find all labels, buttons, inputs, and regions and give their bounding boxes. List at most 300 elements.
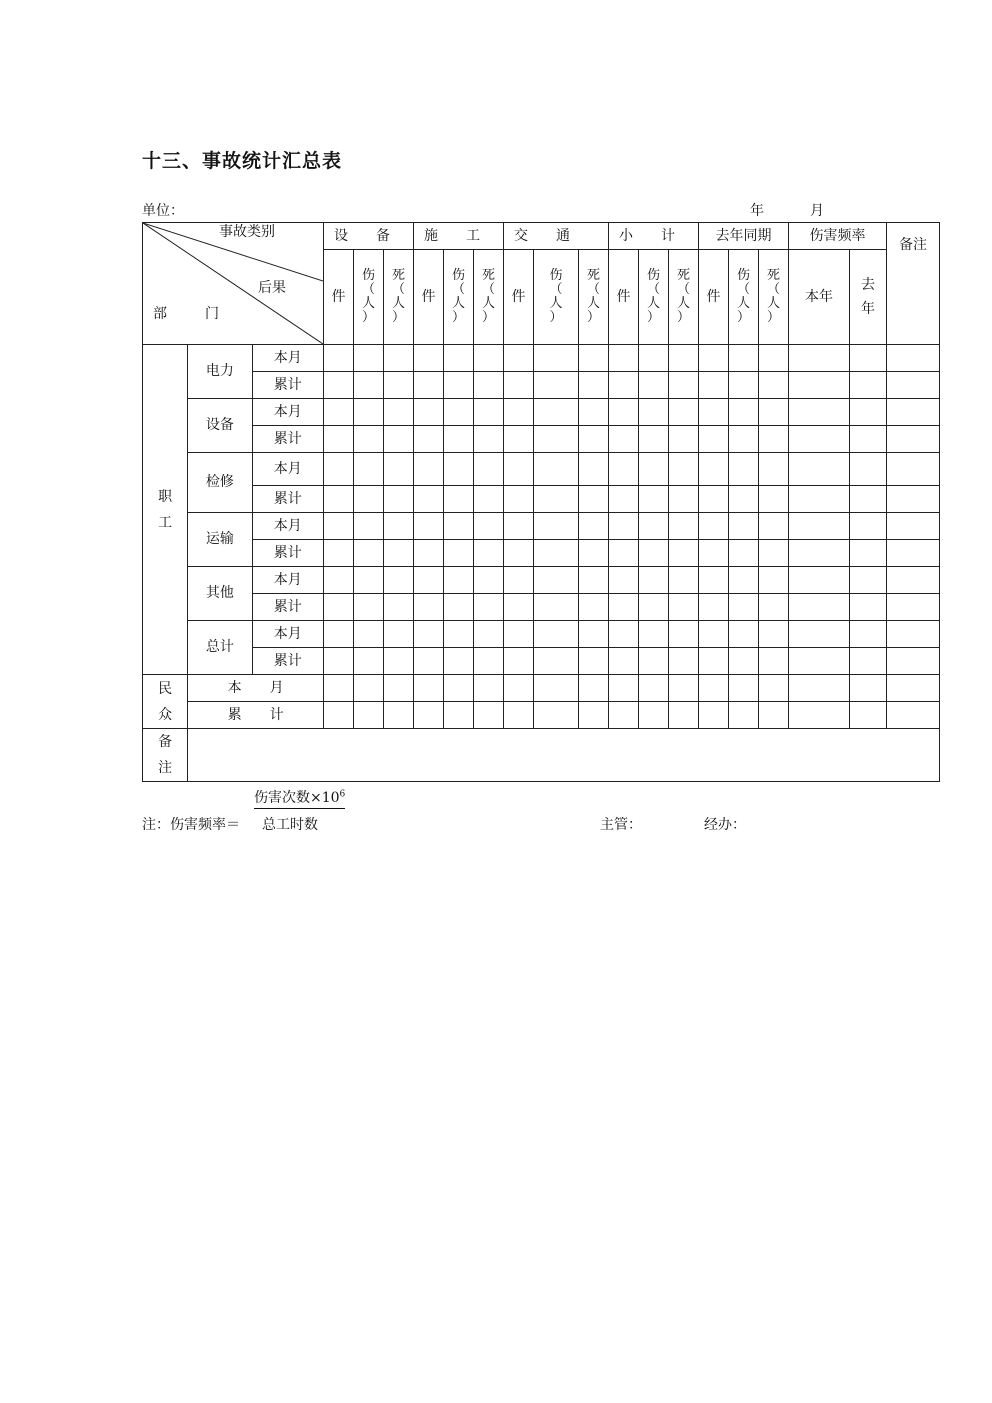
data-cell xyxy=(354,513,384,540)
handler-label: 经办： xyxy=(704,817,746,833)
data-cell xyxy=(354,621,384,648)
data-cell xyxy=(414,372,444,399)
data-cell xyxy=(534,621,579,648)
data-cell xyxy=(699,594,729,621)
data-cell xyxy=(609,540,639,567)
data-cell xyxy=(669,567,699,594)
data-cell xyxy=(444,399,474,426)
data-cell xyxy=(474,648,504,675)
data-cell xyxy=(850,513,887,540)
data-cell xyxy=(444,453,474,486)
data-cell xyxy=(354,345,384,372)
data-cell xyxy=(887,513,940,540)
data-cell xyxy=(579,486,609,513)
data-cell xyxy=(324,621,354,648)
data-cell xyxy=(789,372,850,399)
data-cell xyxy=(729,702,759,729)
period-label: 本月 xyxy=(252,513,323,540)
data-cell xyxy=(444,426,474,453)
data-cell xyxy=(669,621,699,648)
group-construction: 施 工 xyxy=(414,223,504,250)
data-cell xyxy=(639,345,669,372)
remark-row-label: 备 注 xyxy=(143,729,188,782)
data-cell xyxy=(759,594,789,621)
data-cell xyxy=(324,513,354,540)
data-cell xyxy=(414,453,444,486)
period-label: 本月 xyxy=(252,567,323,594)
data-cell xyxy=(729,486,759,513)
data-cell xyxy=(789,453,850,486)
data-cell xyxy=(504,513,534,540)
data-cell xyxy=(474,345,504,372)
accident-summary-table xyxy=(142,222,940,782)
group-last-year: 去年同期 xyxy=(699,223,789,250)
data-cell xyxy=(474,675,504,702)
data-cell xyxy=(534,486,579,513)
civilian-period-label: 本 月 xyxy=(188,675,324,702)
data-cell xyxy=(699,567,729,594)
data-cell xyxy=(850,345,887,372)
data-cell xyxy=(609,621,639,648)
data-cell xyxy=(504,621,534,648)
data-cell xyxy=(414,513,444,540)
data-cell xyxy=(534,540,579,567)
subhead-count: 件 xyxy=(324,250,354,345)
data-cell xyxy=(504,540,534,567)
data-cell xyxy=(534,372,579,399)
data-cell xyxy=(759,675,789,702)
data-cell xyxy=(850,486,887,513)
data-cell xyxy=(534,345,579,372)
data-cell xyxy=(729,594,759,621)
data-cell xyxy=(504,567,534,594)
data-cell xyxy=(444,648,474,675)
data-cell xyxy=(850,426,887,453)
data-cell xyxy=(534,453,579,486)
data-cell xyxy=(729,345,759,372)
data-cell xyxy=(699,486,729,513)
data-cell xyxy=(444,513,474,540)
data-cell xyxy=(609,345,639,372)
data-cell xyxy=(789,345,850,372)
data-cell xyxy=(324,345,354,372)
page-title: 十三、事故统计汇总表 xyxy=(142,150,343,172)
data-cell xyxy=(789,648,850,675)
data-cell xyxy=(669,675,699,702)
data-cell xyxy=(850,675,887,702)
data-cell xyxy=(474,567,504,594)
data-cell xyxy=(669,513,699,540)
data-cell xyxy=(354,567,384,594)
data-cell xyxy=(850,648,887,675)
data-cell xyxy=(729,621,759,648)
data-cell xyxy=(414,675,444,702)
data-cell xyxy=(729,540,759,567)
data-cell xyxy=(699,702,729,729)
data-cell xyxy=(887,594,940,621)
data-cell xyxy=(384,675,414,702)
subhead-injured: 伤 （ 人 ） xyxy=(354,250,384,345)
data-cell xyxy=(789,594,850,621)
data-cell xyxy=(850,594,887,621)
data-cell xyxy=(534,399,579,426)
period-label: 本月 xyxy=(252,621,323,648)
data-cell xyxy=(759,486,789,513)
remark-header: 备注 xyxy=(887,223,940,345)
data-cell xyxy=(789,399,850,426)
data-cell xyxy=(534,594,579,621)
subhead-count: 件 xyxy=(699,250,729,345)
data-cell xyxy=(579,345,609,372)
data-cell xyxy=(384,426,414,453)
data-cell xyxy=(669,345,699,372)
data-cell xyxy=(789,513,850,540)
data-cell xyxy=(579,513,609,540)
subhead-injured: 伤 （ 人 ） xyxy=(639,250,669,345)
data-cell xyxy=(444,675,474,702)
group-equipment: 设 备 xyxy=(324,223,414,250)
data-cell xyxy=(609,426,639,453)
data-cell xyxy=(444,540,474,567)
data-cell xyxy=(669,426,699,453)
data-cell xyxy=(759,648,789,675)
data-cell xyxy=(504,486,534,513)
data-cell xyxy=(324,453,354,486)
data-cell xyxy=(729,648,759,675)
data-cell xyxy=(639,426,669,453)
dept-name: 检修 xyxy=(188,453,252,513)
data-cell xyxy=(474,426,504,453)
data-cell xyxy=(850,453,887,486)
dept-name: 总计 xyxy=(188,621,252,675)
data-cell xyxy=(354,648,384,675)
subhead-count: 件 xyxy=(414,250,444,345)
data-cell xyxy=(887,675,940,702)
data-cell xyxy=(609,675,639,702)
data-cell xyxy=(324,648,354,675)
data-cell xyxy=(699,426,729,453)
data-cell xyxy=(699,621,729,648)
data-cell xyxy=(850,567,887,594)
data-cell xyxy=(474,540,504,567)
period-label: 累计 xyxy=(252,372,323,399)
data-cell xyxy=(414,567,444,594)
data-cell xyxy=(759,453,789,486)
dept-name: 其他 xyxy=(188,567,252,621)
month-label: 月 xyxy=(810,203,824,219)
data-cell xyxy=(579,540,609,567)
data-cell xyxy=(324,594,354,621)
data-cell xyxy=(474,513,504,540)
unit-label: 单位： xyxy=(142,203,184,219)
data-cell xyxy=(759,513,789,540)
formula-denominator: 总工时数 xyxy=(262,817,318,833)
data-cell xyxy=(759,621,789,648)
data-cell xyxy=(444,621,474,648)
data-cell xyxy=(887,453,940,486)
subhead-dead: 死 （ 人 ） xyxy=(384,250,414,345)
data-cell xyxy=(324,426,354,453)
data-cell xyxy=(354,540,384,567)
data-cell xyxy=(887,621,940,648)
diag-category-label: 事故类别 xyxy=(219,224,275,240)
data-cell xyxy=(729,453,759,486)
data-cell xyxy=(609,399,639,426)
data-cell xyxy=(444,702,474,729)
data-cell xyxy=(729,426,759,453)
data-cell xyxy=(729,567,759,594)
data-cell xyxy=(850,399,887,426)
data-cell xyxy=(887,372,940,399)
data-cell xyxy=(504,594,534,621)
data-cell xyxy=(504,648,534,675)
period-label: 本月 xyxy=(252,453,323,486)
civilian-period-label: 累 计 xyxy=(188,702,324,729)
data-cell xyxy=(474,594,504,621)
data-cell xyxy=(414,648,444,675)
data-cell xyxy=(324,567,354,594)
dept-name: 电力 xyxy=(188,345,252,399)
data-cell xyxy=(887,648,940,675)
data-cell xyxy=(850,702,887,729)
data-cell xyxy=(669,372,699,399)
data-cell xyxy=(534,675,579,702)
data-cell xyxy=(444,486,474,513)
data-cell xyxy=(609,486,639,513)
data-cell xyxy=(324,486,354,513)
data-cell xyxy=(384,702,414,729)
data-cell xyxy=(579,453,609,486)
data-cell xyxy=(639,540,669,567)
data-cell xyxy=(579,621,609,648)
data-cell xyxy=(414,426,444,453)
data-cell xyxy=(699,453,729,486)
data-cell xyxy=(414,486,444,513)
data-cell xyxy=(579,567,609,594)
supervisor-label: 主管： xyxy=(600,817,642,833)
data-cell xyxy=(444,567,474,594)
data-cell xyxy=(789,540,850,567)
data-cell xyxy=(414,702,444,729)
data-cell xyxy=(414,621,444,648)
data-cell xyxy=(729,675,759,702)
data-cell xyxy=(699,513,729,540)
data-cell xyxy=(504,399,534,426)
subhead-dead: 死 （ 人 ） xyxy=(669,250,699,345)
subhead-injured: 伤 （ 人 ） xyxy=(534,250,579,345)
data-cell xyxy=(579,675,609,702)
data-cell xyxy=(639,453,669,486)
data-cell xyxy=(474,372,504,399)
formula-numerator: 伤害次数$\times 10^6$ xyxy=(254,787,345,809)
data-cell xyxy=(639,621,669,648)
period-label: 累计 xyxy=(252,648,323,675)
data-cell xyxy=(444,345,474,372)
data-cell xyxy=(789,486,850,513)
data-cell xyxy=(474,621,504,648)
subhead-count: 件 xyxy=(504,250,534,345)
data-cell xyxy=(324,372,354,399)
data-cell xyxy=(639,567,669,594)
year-label: 年 xyxy=(750,203,764,219)
data-cell xyxy=(669,453,699,486)
data-cell xyxy=(669,399,699,426)
data-cell xyxy=(609,702,639,729)
data-cell xyxy=(759,426,789,453)
diagonal-lines xyxy=(143,223,323,344)
data-cell xyxy=(609,567,639,594)
data-cell xyxy=(414,540,444,567)
data-cell xyxy=(669,540,699,567)
data-cell xyxy=(887,540,940,567)
data-cell xyxy=(534,513,579,540)
data-cell xyxy=(579,399,609,426)
data-cell xyxy=(887,426,940,453)
data-cell xyxy=(759,399,789,426)
period-label: 累计 xyxy=(252,486,323,513)
data-cell xyxy=(887,486,940,513)
data-cell xyxy=(384,621,414,648)
data-cell xyxy=(324,675,354,702)
data-cell xyxy=(504,345,534,372)
data-cell xyxy=(669,594,699,621)
data-cell xyxy=(699,372,729,399)
data-cell xyxy=(579,594,609,621)
remark-content xyxy=(188,729,940,782)
data-cell xyxy=(759,567,789,594)
data-cell xyxy=(384,648,414,675)
data-cell xyxy=(504,675,534,702)
data-cell xyxy=(729,513,759,540)
data-cell xyxy=(384,486,414,513)
data-cell xyxy=(639,648,669,675)
data-cell xyxy=(639,513,669,540)
data-cell xyxy=(759,345,789,372)
data-cell xyxy=(474,486,504,513)
group-injury-freq: 伤害频率 xyxy=(789,223,887,250)
data-cell xyxy=(850,621,887,648)
data-cell xyxy=(324,399,354,426)
subhead-count: 件 xyxy=(609,250,639,345)
staff-label: 职 工 xyxy=(143,345,188,675)
data-cell xyxy=(669,702,699,729)
diag-result-label: 后果 xyxy=(258,280,286,296)
data-cell xyxy=(354,675,384,702)
data-cell xyxy=(669,648,699,675)
data-cell xyxy=(789,426,850,453)
data-cell xyxy=(887,567,940,594)
data-cell xyxy=(354,372,384,399)
data-cell xyxy=(850,540,887,567)
subhead-dead: 死 （ 人 ） xyxy=(474,250,504,345)
data-cell xyxy=(504,372,534,399)
data-cell xyxy=(414,345,444,372)
data-cell xyxy=(354,399,384,426)
civilian-label: 民 众 xyxy=(143,675,188,729)
data-cell xyxy=(639,486,669,513)
data-cell xyxy=(384,594,414,621)
data-cell xyxy=(789,621,850,648)
subhead-last-year: 去 年 xyxy=(850,250,887,345)
data-cell xyxy=(384,345,414,372)
data-cell xyxy=(324,540,354,567)
period-label: 累计 xyxy=(252,594,323,621)
data-cell xyxy=(444,594,474,621)
data-cell xyxy=(789,702,850,729)
subhead-injured: 伤 （ 人 ） xyxy=(444,250,474,345)
data-cell xyxy=(887,345,940,372)
data-cell xyxy=(669,486,699,513)
data-cell xyxy=(579,648,609,675)
data-cell xyxy=(474,399,504,426)
subhead-this-year: 本年 xyxy=(789,250,850,345)
period-label: 本月 xyxy=(252,345,323,372)
data-cell xyxy=(384,567,414,594)
data-cell xyxy=(699,399,729,426)
data-cell xyxy=(534,567,579,594)
data-cell xyxy=(789,567,850,594)
data-cell xyxy=(324,702,354,729)
data-cell xyxy=(609,372,639,399)
subhead-dead: 死 （ 人 ） xyxy=(579,250,609,345)
data-cell xyxy=(414,399,444,426)
diag-dept-label-1: 部 xyxy=(153,306,167,322)
data-cell xyxy=(639,399,669,426)
data-cell xyxy=(609,513,639,540)
data-cell xyxy=(579,702,609,729)
data-cell xyxy=(474,453,504,486)
data-cell xyxy=(384,399,414,426)
subhead-injured: 伤 （ 人 ） xyxy=(729,250,759,345)
data-cell xyxy=(444,372,474,399)
data-cell xyxy=(354,453,384,486)
data-cell xyxy=(639,702,669,729)
data-cell xyxy=(609,648,639,675)
data-cell xyxy=(474,702,504,729)
data-cell xyxy=(609,453,639,486)
formula-note: 注：伤害频率＝ xyxy=(142,817,240,833)
period-label: 累计 xyxy=(252,540,323,567)
data-cell xyxy=(887,399,940,426)
data-cell xyxy=(354,702,384,729)
data-cell xyxy=(639,675,669,702)
subhead-dead: 死 （ 人 ） xyxy=(759,250,789,345)
data-cell xyxy=(759,540,789,567)
data-cell xyxy=(789,675,850,702)
data-cell xyxy=(384,540,414,567)
data-cell xyxy=(699,675,729,702)
data-cell xyxy=(729,399,759,426)
diagonal-header-cell xyxy=(143,223,324,345)
data-cell xyxy=(354,426,384,453)
data-cell xyxy=(699,648,729,675)
period-label: 本月 xyxy=(252,399,323,426)
data-cell xyxy=(354,594,384,621)
data-cell xyxy=(534,426,579,453)
group-subtotal: 小 计 xyxy=(609,223,699,250)
data-cell xyxy=(384,513,414,540)
group-traffic: 交 通 xyxy=(504,223,609,250)
data-cell xyxy=(699,345,729,372)
data-cell xyxy=(579,372,609,399)
data-cell xyxy=(729,372,759,399)
data-cell xyxy=(639,594,669,621)
diag-dept-label-2: 门 xyxy=(205,306,219,322)
data-cell xyxy=(384,453,414,486)
data-cell xyxy=(759,702,789,729)
dept-name: 设备 xyxy=(188,399,252,453)
data-cell xyxy=(504,453,534,486)
